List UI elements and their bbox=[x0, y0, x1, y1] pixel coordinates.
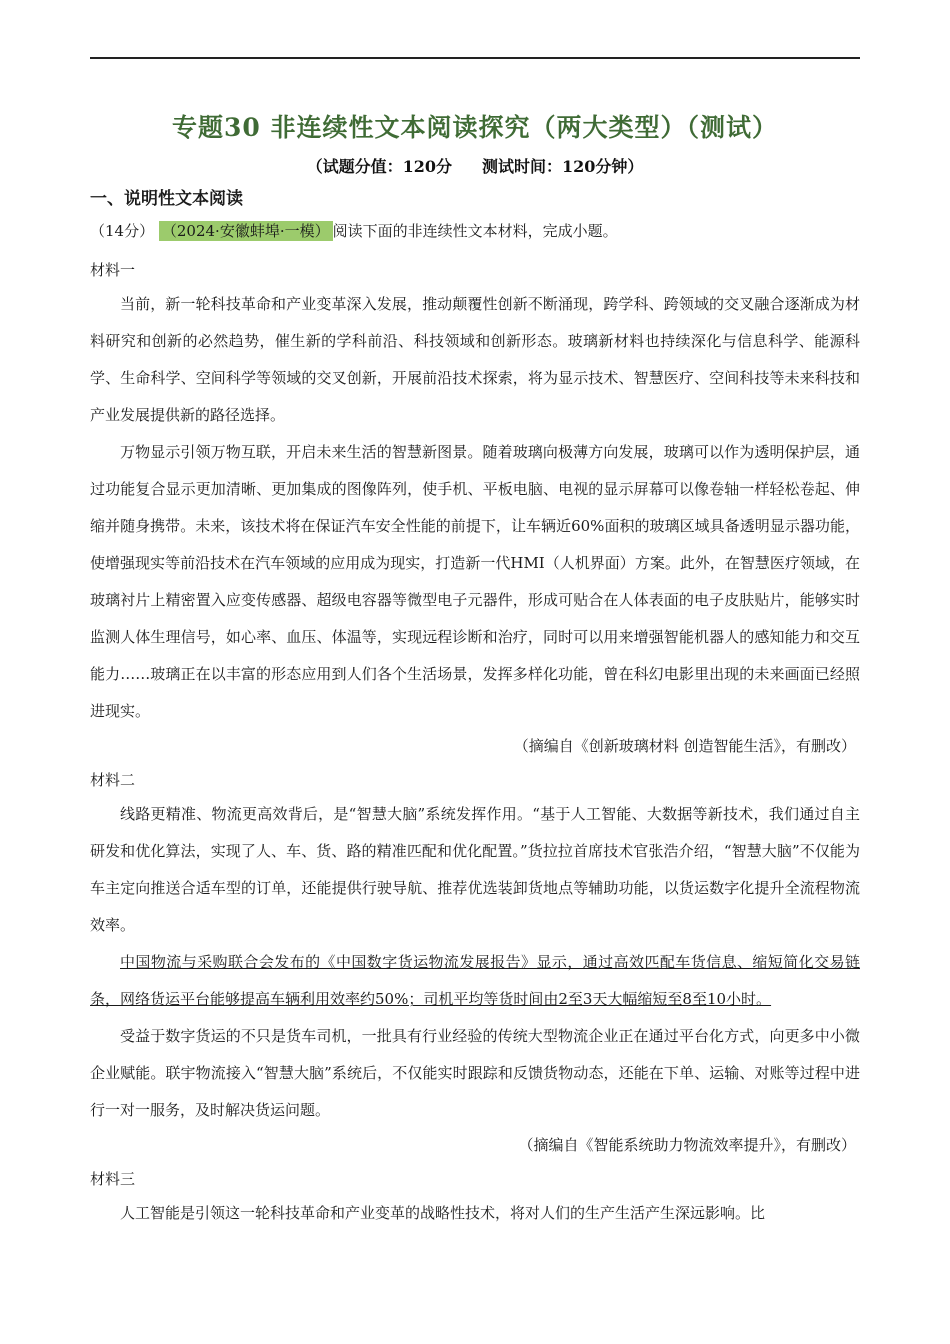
time-info: 测试时间：120分钟） bbox=[482, 157, 644, 176]
header-rule bbox=[90, 57, 860, 59]
section-heading: 一、说明性文本阅读 bbox=[90, 189, 243, 209]
paragraph: 受益于数字货运的不只是货车司机，一批具有行业经验的传统大型物流企业正在通过平台化方式，向更多中小微企业赋能。联宇物流接入“智慧大脑”系统后，不仅能实时跟踪和反馈货物动态，还能在下单、运输、对账等过程中进行一对一服务，及时解决货运问题。 bbox=[90, 1027, 860, 1119]
paragraph: 人工智能是引领这一轮科技革命和产业变革的战略性技术，将对人们的生产生活产生深远影响。比 bbox=[120, 1204, 766, 1222]
material-label: 材料一 bbox=[90, 261, 136, 279]
material-label: 材料二 bbox=[90, 771, 136, 789]
paragraph: 当前，新一轮科技革命和产业变革深入发展，推动颠覆性创新不断涌现，跨学科、跨领域的交叉融合逐渐成为材料研究和创新的必然趋势，催生新的学科前沿、科技领域和创新形态。玻璃新材料也持续深化与信息科学、能源科学、生命科学、空间科学等领域的交叉创新，开展前沿技术探索，将为显示技术、智慧医疗、空间科技等未来科技和产业发展提供新的路径选择。 bbox=[90, 295, 860, 424]
paragraph: 线路更精准、物流更高效背后，是“智慧大脑”系统发挥作用。“基于人工智能、大数据等新技术，我们通过自主研发和优化算法，实现了人、车、货、路的精准匹配和优化配置。”货拉拉首席技术官张浩介绍，“智慧大脑”不仅能为车主定向推送合适车型的订单，还能提供行驶导航、推荐优选装卸货地点等辅助功能，以货运数字化提升全流程物流效率。 bbox=[90, 805, 860, 934]
source-tag: （2024·安徽蚌埠·一模） bbox=[159, 221, 333, 241]
page-title: 专题30 非连续性文本阅读探究（两大类型）（测试） bbox=[172, 113, 778, 142]
score-info: （试题分值：120分 bbox=[306, 157, 452, 176]
underlined-paragraph: 中国物流与采购联合会发布的《中国数字货运物流发展报告》显示，通过高效匹配车货信息、缩短简化交易链条，网络货运平台能够提高车辆利用效率约50%；司机平均等货时间由2至3天大幅缩短至8至10小时。 bbox=[90, 953, 860, 1008]
question-instruction: 阅读下面的非连续性文本材料，完成小题。 bbox=[332, 222, 618, 240]
question-line bbox=[90, 220, 618, 241]
source-citation: （摘编自《创新玻璃材料 创造智能生活》，有删改） bbox=[513, 737, 856, 755]
material-label: 材料三 bbox=[90, 1170, 136, 1188]
paragraph: 万物显示引领万物互联，开启未来生活的智慧新图景。随着玻璃向极薄方向发展，玻璃可以作为透明保护层，通过功能复合显示更加清晰、更加集成的图像阵列，使手机、平板电脑、电视的显示屏幕可以像卷轴一样轻松卷起、伸缩并随身携带。未来，该技术将在保证汽车安全性能的前提下，让车辆近60%面积的玻璃区域具备透明显示器功能，使增强现实等前沿技术在汽车领域的应用成为现实，打造新一代HMI（人机界面）方案。此外，在智慧医疗领域，在玻璃衬片上精密置入应变传感器、超级电容器等微型电子元器件，形成可贴合在人体表面的电子皮肤贴片，能够实时监测人体生理信号，如心率、血压、体温等，实现远程诊断和治疗，同时可以用来增强智能机器人的感知能力和交互能力……玻璃正在以丰富的形态应用到人们各个生活场景，发挥多样化功能，曾在科幻电影里出现的未来画面已经照进现实。 bbox=[90, 443, 860, 720]
page-subtitle bbox=[0, 154, 950, 177]
source-citation: （摘编自《智能系统助力物流效率提升》，有删改） bbox=[518, 1136, 856, 1154]
reading-content bbox=[90, 252, 860, 1232]
question-points: （14分） bbox=[90, 222, 155, 240]
